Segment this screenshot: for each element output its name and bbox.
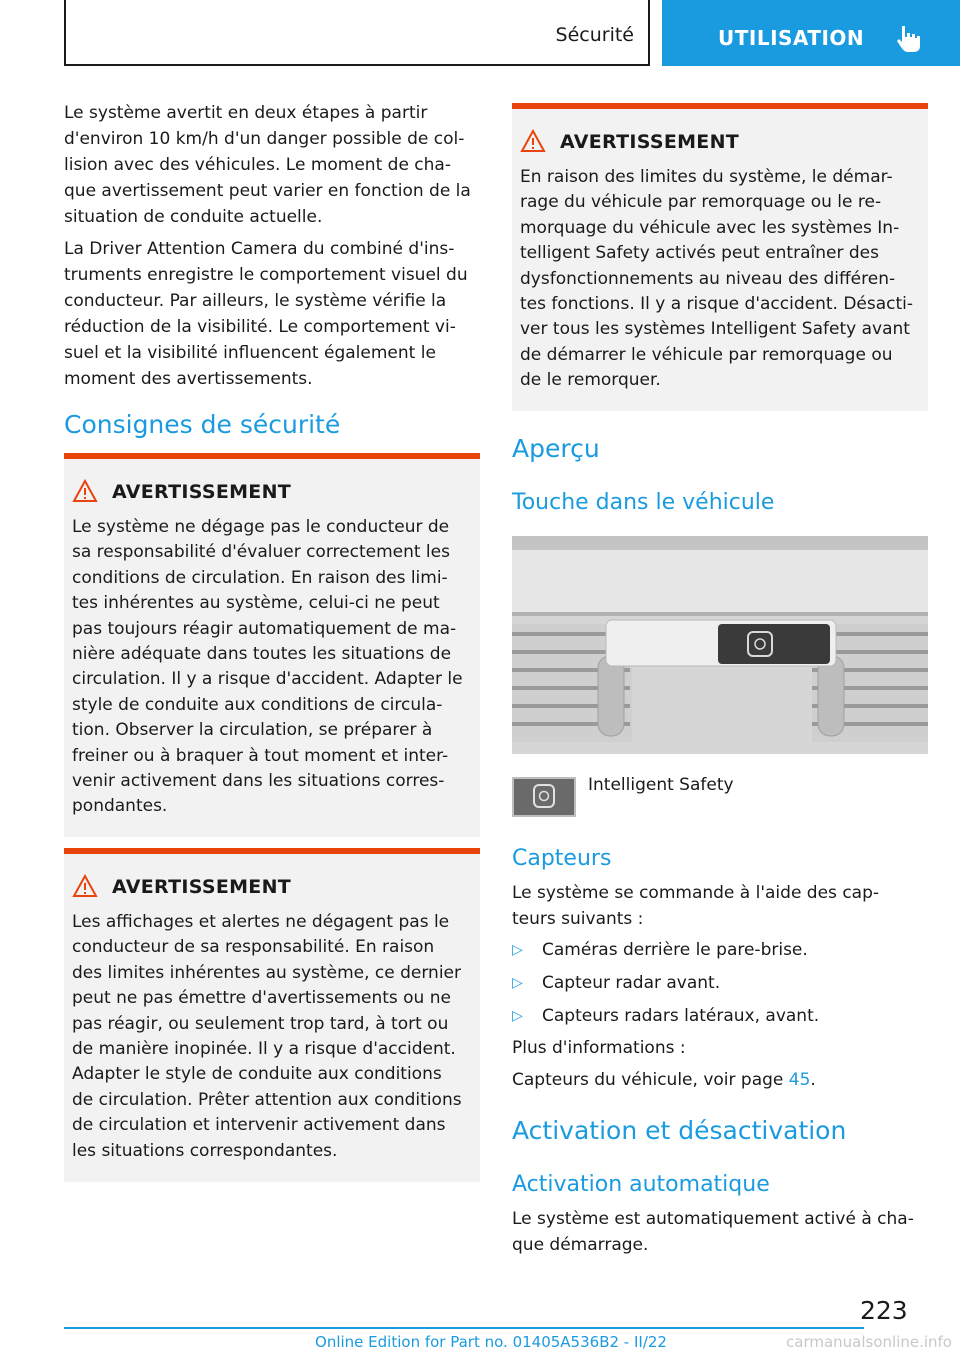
more-info-label: Plus d'informations : bbox=[512, 1038, 686, 1058]
warning-text: Le système ne dégage pas le conducteur de sa responsabilité d'évaluer correctement les conditions de circulation. En raison des limi- tes inhérentes au système, celui-ci ne peut pas toujours réagir automatiquement de ma- nière adéquate dans toutes les situations de circulation. Il y a risque d'accident. Adapter le style de conduite aux conditions de circula- tion. Observer la circulation, se préparer à freiner ou à braquer à tout moment et inter- venir activement dans les situations corres- pondantes. bbox=[72, 517, 463, 817]
heading-activation: Activation et désactivation bbox=[512, 1116, 847, 1145]
page-link[interactable]: 45 bbox=[788, 1070, 811, 1090]
triangle-bullet-icon: ▷ bbox=[512, 1008, 523, 1024]
warning-triangle-icon bbox=[520, 129, 546, 153]
button-label: Intelligent Safety bbox=[588, 775, 734, 795]
console-button-photo bbox=[512, 536, 928, 754]
header-chapter-tab bbox=[662, 0, 960, 66]
heading-button-in-vehicle: Touche dans le véhicule bbox=[512, 490, 775, 515]
heading-safety: Consignes de sécurité bbox=[64, 410, 341, 439]
watermark: carmanualsonline.info bbox=[786, 1333, 952, 1351]
warning-box-1 bbox=[64, 453, 480, 837]
warning-title: AVERTISSEMENT bbox=[560, 131, 740, 153]
sensors-intro: Le système se commande à l'aide des cap- teurs suivants : bbox=[512, 883, 880, 929]
triangle-bullet-icon: ▷ bbox=[512, 942, 523, 958]
warning-title: AVERTISSEMENT bbox=[112, 876, 292, 898]
intelligent-safety-button-icon bbox=[512, 777, 576, 817]
header-section-title: Sécurité bbox=[555, 24, 634, 46]
header-section-box bbox=[64, 0, 650, 66]
warning-text: Les affichages et alertes ne dégagent pas le conducteur de sa responsabilité. En raison des limites inhérentes au système, ce dernier peut ne pas émettre d'avertissements ou ne pas réagir, ou seulement trop tard, à tort ou de manière inopinée. Il y a risque d'accident. Adapter le style de conduite aux conditions de circulation. Prêter attention aux conditions de circulation et intervenir activement dans les situations correspondantes. bbox=[72, 912, 462, 1161]
heading-auto-activation: Activation automatique bbox=[512, 1172, 770, 1197]
warning-triangle-icon bbox=[72, 479, 98, 503]
warning-title: AVERTISSEMENT bbox=[112, 481, 292, 503]
warning-box-3 bbox=[512, 103, 928, 411]
dashboard-vents-illustration bbox=[512, 536, 928, 754]
intro-paragraph-2: La Driver Attention Camera du combiné d'ins- truments enregistre le comportement visuel du conducteur. Par ailleurs, le système vérifie la réduction de la visibilité. Le comportement vi- suel et la visibilité influencent également le moment des avertissements. bbox=[64, 239, 468, 389]
footer-edition: Online Edition for Part no. 01405A536B2 - II/22 bbox=[315, 1333, 667, 1351]
hand-pointer-icon bbox=[896, 24, 922, 54]
header-chapter-title: UTILISATION bbox=[718, 26, 865, 50]
warning-box-2 bbox=[64, 848, 480, 1182]
heading-sensors: Capteurs bbox=[512, 846, 612, 871]
page-number: 223 bbox=[860, 1296, 908, 1325]
heading-overview: Aperçu bbox=[512, 434, 600, 463]
footer-divider bbox=[64, 1327, 864, 1329]
warning-text: En raison des limites du système, le démar- rage du véhicule par remorquage ou le re- morquage du véhicule avec les systèmes In- telligent Safety activés peut entraîner des dysfonctionnements au niveau des différen- tes fonctions. Il y a risque d'accident. Désacti- ver tous les systèmes Intelligent Safety avant de démarrer le véhicule par remorquage ou de le remorquer. bbox=[520, 167, 914, 391]
auto-activation-text: Le système est automatiquement activé à cha- que démarrage. bbox=[512, 1209, 914, 1255]
triangle-bullet-icon: ▷ bbox=[512, 975, 523, 991]
warning-triangle-icon bbox=[72, 874, 98, 898]
intro-paragraph-1: Le système avertit en deux étapes à partir d'environ 10 km/h d'un danger possible de col- lision avec des véhicules. Le moment de cha- que avertissement peut varier en fonction de la situation de conduite actuelle. bbox=[64, 103, 471, 227]
cross-reference: Capteurs du véhicule, voir page 45. bbox=[512, 1070, 816, 1090]
